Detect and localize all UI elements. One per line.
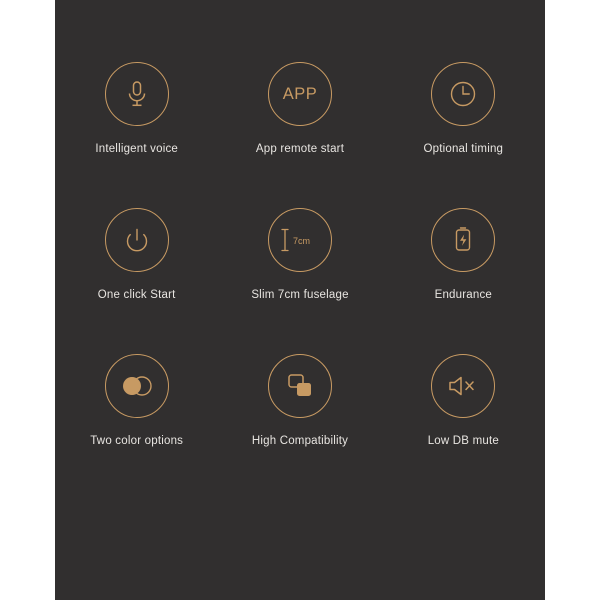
feature-label: Optional timing bbox=[423, 143, 504, 155]
feature-panel bbox=[55, 0, 545, 600]
svg-text:7cm: 7cm bbox=[292, 236, 310, 246]
feature-icon-circle bbox=[105, 62, 169, 126]
ruler-7cm-icon bbox=[279, 225, 321, 255]
feature-grid bbox=[55, 62, 545, 500]
feature-item-high-compatibility bbox=[218, 354, 381, 500]
feature-label: Slim 7cm fuselage bbox=[251, 289, 349, 301]
feature-icon-circle bbox=[268, 62, 332, 126]
feature-icon-circle bbox=[105, 354, 169, 418]
feature-label: Low DB mute bbox=[427, 435, 499, 447]
feature-icon-circle bbox=[431, 62, 495, 126]
feature-item-slim-fuselage bbox=[218, 208, 381, 354]
feature-item-one-click-start bbox=[55, 208, 218, 354]
feature-item-two-color-options bbox=[55, 354, 218, 500]
feature-icon-circle bbox=[268, 208, 332, 272]
feature-item-optional-timing bbox=[382, 62, 545, 208]
battery-bolt-icon bbox=[451, 225, 475, 255]
two-circles-icon bbox=[120, 374, 154, 398]
feature-item-endurance bbox=[382, 208, 545, 354]
feature-label: Two color options bbox=[90, 435, 184, 447]
feature-item-low-db-mute bbox=[382, 354, 545, 500]
feature-label: Intelligent voice bbox=[95, 143, 178, 155]
overlapping-squares-icon bbox=[285, 371, 315, 401]
feature-item-intelligent-voice bbox=[55, 62, 218, 208]
microphone-icon bbox=[123, 79, 151, 109]
feature-label: Endurance bbox=[434, 289, 493, 301]
feature-label: App remote start bbox=[255, 143, 345, 155]
feature-icon-circle bbox=[268, 354, 332, 418]
feature-icon-circle bbox=[431, 354, 495, 418]
power-button-icon bbox=[122, 225, 152, 255]
feature-icon-circle bbox=[431, 208, 495, 272]
clock-icon bbox=[448, 79, 478, 109]
feature-item-app-remote-start bbox=[218, 62, 381, 208]
speaker-mute-icon bbox=[446, 372, 480, 400]
feature-label: High Compatibility bbox=[251, 435, 349, 447]
app-text-icon: APP bbox=[282, 84, 318, 103]
feature-icon-circle bbox=[105, 208, 169, 272]
feature-label: One click Start bbox=[97, 289, 176, 301]
